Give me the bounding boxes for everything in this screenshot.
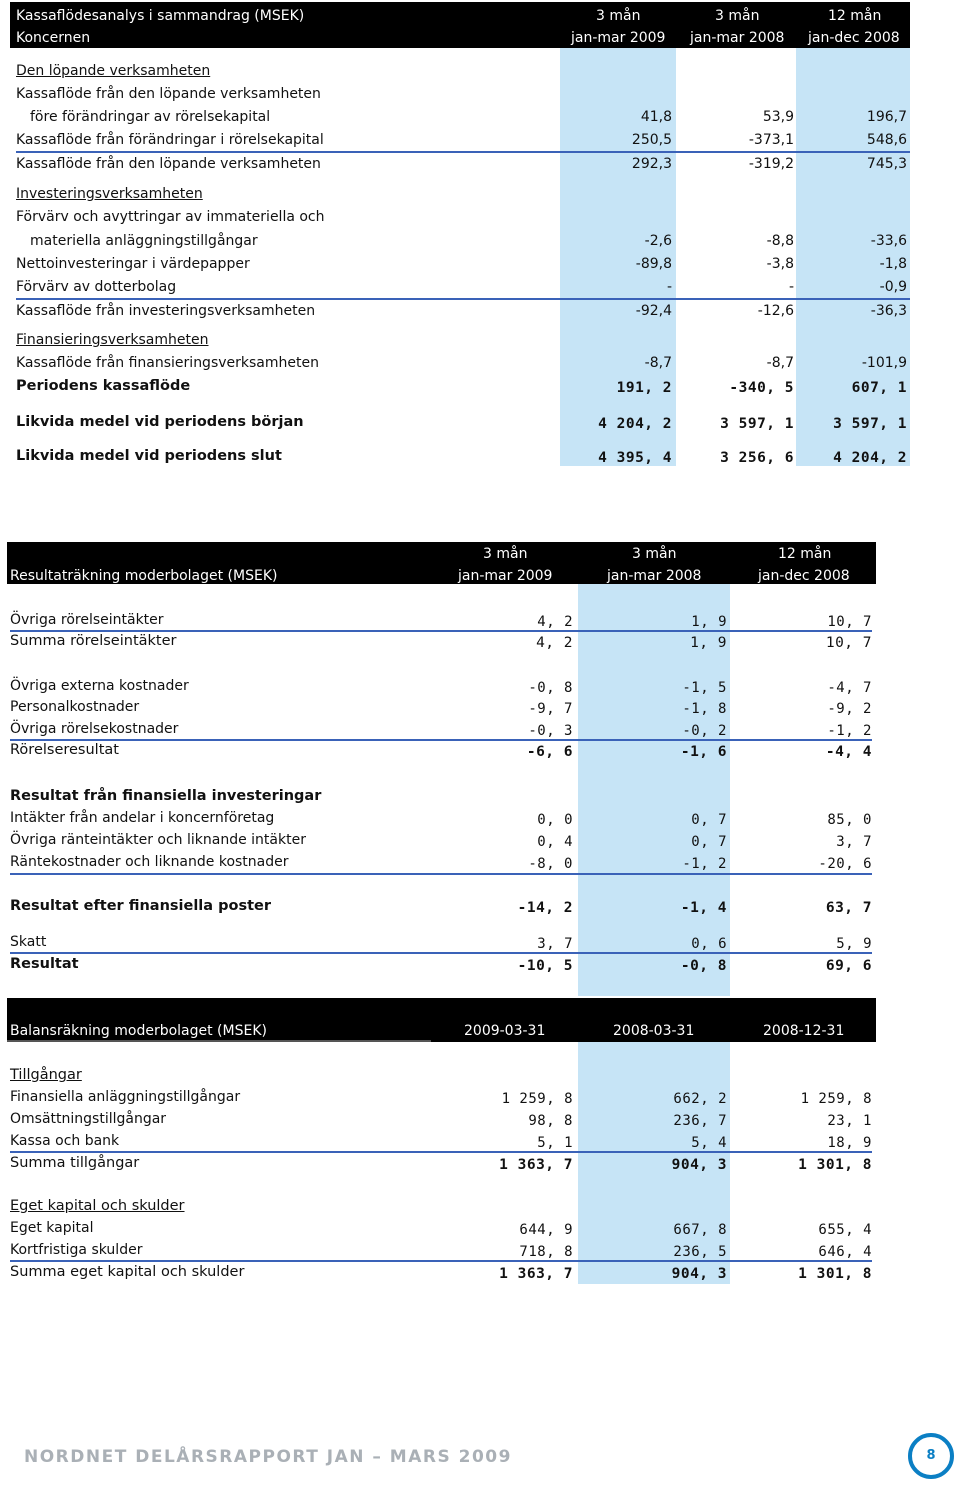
cashflow-subtitle: Koncernen <box>16 30 91 46</box>
income-row <box>10 896 872 916</box>
value-col-3: -4, 7 <box>827 680 872 696</box>
value-col-3: -33,6 <box>870 233 907 249</box>
income-row <box>10 610 872 630</box>
value-col-1: 1 259, 8 <box>501 1091 573 1107</box>
balance-row <box>10 1131 872 1151</box>
cashflow-col2-range: jan-mar 2008 <box>690 30 785 46</box>
row-label: Övriga rörelsekostnader <box>10 721 179 737</box>
value-col-1: 191, 2 <box>616 380 672 396</box>
balance-row <box>10 1240 872 1260</box>
row-label: Kassa och bank <box>10 1133 120 1149</box>
income-row <box>10 740 872 760</box>
row-label: Resultat efter finansiella poster <box>10 898 271 914</box>
value-col-2: -0, 2 <box>682 723 727 739</box>
value-col-3: 607, 1 <box>851 380 907 396</box>
value-col-3: 1 301, 8 <box>798 1157 872 1173</box>
value-col-2: 5, 4 <box>691 1135 727 1151</box>
row-label: Övriga externa kostnader <box>10 678 189 694</box>
value-col-1: - <box>666 279 672 295</box>
income-col1-period: 3 mån <box>483 546 528 562</box>
row-label: Kassaflöde från förändringar i rörelsekapital <box>16 132 324 148</box>
balance-col3-date: 2008-12-31 <box>763 1023 845 1039</box>
income-divider <box>10 873 872 875</box>
row-label: Summa eget kapital och skulder <box>10 1264 245 1280</box>
cashflow-col1-period: 3 mån <box>596 8 641 24</box>
balance-row <box>10 1065 872 1085</box>
row-label: Periodens kassaflöde <box>16 378 191 394</box>
value-col-2: -0, 8 <box>680 958 727 974</box>
value-col-3: 69, 6 <box>825 958 872 974</box>
value-col-3: 23, 1 <box>827 1113 872 1129</box>
value-col-3: -20, 6 <box>818 856 872 872</box>
value-col-1: -0, 3 <box>528 723 573 739</box>
value-col-2: -340, 5 <box>729 380 794 396</box>
balance-title: Balansräkning moderbolaget (MSEK) <box>10 1023 267 1039</box>
row-label: Investeringsverksamheten <box>16 186 203 202</box>
value-col-2: 0, 7 <box>691 812 727 828</box>
value-col-1: -8, 0 <box>528 856 573 872</box>
value-col-2: -319,2 <box>748 156 794 172</box>
value-col-2: 53,9 <box>762 109 794 125</box>
value-col-1: 0, 0 <box>537 812 573 828</box>
value-col-2: 236, 7 <box>673 1113 727 1129</box>
value-col-1: 250,5 <box>631 132 672 148</box>
row-label: Förvärv och avyttringar av immateriella och <box>16 209 325 225</box>
income-row <box>10 830 872 850</box>
row-label: Omsättningstillgångar <box>10 1111 167 1127</box>
row-label: Eget kapital <box>10 1220 94 1236</box>
value-col-3: 1 259, 8 <box>800 1091 872 1107</box>
value-col-2: 3 597, 1 <box>720 416 794 432</box>
income-row <box>10 852 872 872</box>
cashflow-row <box>16 130 910 150</box>
row-label: Kassaflöde från investeringsverksamheten <box>16 303 316 319</box>
row-label: Förvärv av dotterbolag <box>16 279 177 295</box>
cashflow-row <box>16 231 910 251</box>
cashflow-row <box>16 376 910 396</box>
row-label: före förändringar av rörelsekapital <box>30 109 271 125</box>
balance-header-underline <box>7 1040 431 1042</box>
row-label: Rörelseresultat <box>10 742 119 758</box>
value-col-2: 0, 6 <box>691 936 727 952</box>
value-col-2: -1, 8 <box>682 701 727 717</box>
income-col1-range: jan-mar 2009 <box>458 568 553 584</box>
value-col-2: 662, 2 <box>673 1091 727 1107</box>
value-col-1: 1 363, 7 <box>499 1266 573 1282</box>
value-col-2: -8,8 <box>766 233 794 249</box>
value-col-1: 292,3 <box>631 156 672 172</box>
cashflow-row <box>16 154 910 174</box>
row-label: Resultat <box>10 956 79 972</box>
value-col-1: 41,8 <box>640 109 672 125</box>
row-label: Nettoinvesteringar i värdepapper <box>16 256 250 272</box>
value-col-3: 3, 7 <box>836 834 872 850</box>
value-col-3: 10, 7 <box>827 614 872 630</box>
value-col-3: 646, 4 <box>818 1244 872 1260</box>
cashflow-row <box>16 107 910 127</box>
row-label: Likvida medel vid periodens början <box>16 414 304 430</box>
value-col-1: 1 363, 7 <box>499 1157 573 1173</box>
cashflow-row <box>16 254 910 274</box>
income-row <box>10 676 872 696</box>
cashflow-row <box>16 412 910 432</box>
row-label: Tillgångar <box>10 1067 82 1083</box>
row-label: Eget kapital och skulder <box>10 1198 185 1214</box>
income-col2-period: 3 mån <box>632 546 677 562</box>
income-row <box>10 786 872 806</box>
row-label: Övriga rörelseintäkter <box>10 612 164 628</box>
row-label: Summa tillgångar <box>10 1155 140 1171</box>
value-col-2: 0, 7 <box>691 834 727 850</box>
value-col-1: -10, 5 <box>517 958 573 974</box>
value-col-1: 4 395, 4 <box>598 450 672 466</box>
value-col-3: 10, 7 <box>825 635 872 651</box>
value-col-1: -9, 7 <box>528 701 573 717</box>
page-number-badge: 8 <box>908 1433 954 1479</box>
balance-row <box>10 1087 872 1107</box>
row-label: Kassaflöde från den löpande verksamheten <box>16 86 321 102</box>
row-label: Den löpande verksamheten <box>16 63 211 79</box>
value-col-3: 548,6 <box>866 132 907 148</box>
value-col-1: -8,7 <box>644 355 672 371</box>
row-label: Räntekostnader och liknande kostnader <box>10 854 289 870</box>
value-col-3: -101,9 <box>861 355 907 371</box>
income-row <box>10 719 872 739</box>
cashflow-row <box>16 84 910 104</box>
value-col-2: -1, 5 <box>682 680 727 696</box>
balance-row <box>10 1196 872 1216</box>
income-col2-range: jan-mar 2008 <box>607 568 702 584</box>
value-col-1: -0, 8 <box>528 680 573 696</box>
value-col-2: -1, 4 <box>680 900 727 916</box>
value-col-3: -4, 4 <box>825 744 872 760</box>
value-col-1: -14, 2 <box>517 900 573 916</box>
value-col-3: 85, 0 <box>827 812 872 828</box>
row-label: Likvida medel vid periodens slut <box>16 448 282 464</box>
value-col-3: 3 597, 1 <box>833 416 907 432</box>
cashflow-row <box>16 446 910 466</box>
value-col-1: 718, 8 <box>519 1244 573 1260</box>
row-label: materiella anläggningstillgångar <box>30 233 258 249</box>
value-col-3: 4 204, 2 <box>833 450 907 466</box>
cashflow-col2-period: 3 mån <box>715 8 760 24</box>
value-col-1: 4, 2 <box>537 614 573 630</box>
value-col-1: 0, 4 <box>537 834 573 850</box>
cashflow-title: Kassaflödesanalys i sammandrag (MSEK) <box>16 8 305 24</box>
value-col-3: -0,9 <box>879 279 907 295</box>
value-col-3: 5, 9 <box>836 936 872 952</box>
row-label: Skatt <box>10 934 47 950</box>
balance-header <box>7 998 876 1042</box>
balance-row <box>10 1262 872 1282</box>
row-label: Intäkter från andelar i koncernföretag <box>10 810 275 826</box>
value-col-1: 98, 8 <box>528 1113 573 1129</box>
row-label: Resultat från finansiella investeringar <box>10 788 322 804</box>
report-footer: NORDNET DELÅRSRAPPORT JAN – MARS 2009 <box>24 1447 512 1467</box>
value-col-2: 904, 3 <box>671 1157 727 1173</box>
cashflow-divider <box>16 151 910 153</box>
income-header <box>7 542 876 584</box>
value-col-2: 904, 3 <box>671 1266 727 1282</box>
value-col-2: -3,8 <box>766 256 794 272</box>
income-row <box>10 631 872 651</box>
income-row <box>10 954 872 974</box>
value-col-1: -6, 6 <box>526 744 573 760</box>
value-col-3: -1, 2 <box>827 723 872 739</box>
value-col-3: -36,3 <box>870 303 907 319</box>
value-col-3: 655, 4 <box>818 1222 872 1238</box>
value-col-2: 667, 8 <box>673 1222 727 1238</box>
balance-col2-date: 2008-03-31 <box>613 1023 695 1039</box>
balance-row <box>10 1153 872 1173</box>
value-col-1: -89,8 <box>635 256 672 272</box>
income-title: Resultaträkning moderbolaget (MSEK) <box>10 568 278 584</box>
row-label: Kortfristiga skulder <box>10 1242 143 1258</box>
income-col3-range: jan-dec 2008 <box>758 568 850 584</box>
cashflow-row <box>16 184 910 204</box>
balance-row <box>10 1109 872 1129</box>
value-col-3: 745,3 <box>866 156 907 172</box>
row-label: Övriga ränteintäkter och liknande intäkter <box>10 832 306 848</box>
value-col-2: -12,6 <box>757 303 794 319</box>
income-row <box>10 808 872 828</box>
value-col-2: -1, 2 <box>682 856 727 872</box>
row-label: Kassaflöde från den löpande verksamheten <box>16 156 321 172</box>
value-col-1: -2,6 <box>644 233 672 249</box>
balance-col1-date: 2009-03-31 <box>464 1023 546 1039</box>
value-col-1: 5, 1 <box>537 1135 573 1151</box>
cashflow-header <box>10 2 910 48</box>
value-col-3: 1 301, 8 <box>798 1266 872 1282</box>
cashflow-row <box>16 301 910 321</box>
value-col-1: 4 204, 2 <box>598 416 672 432</box>
cashflow-col3-range: jan-dec 2008 <box>808 30 900 46</box>
cashflow-divider <box>16 298 910 300</box>
value-col-2: - <box>788 279 794 295</box>
value-col-2: -1, 6 <box>680 744 727 760</box>
value-col-3: 196,7 <box>866 109 907 125</box>
cashflow-row <box>16 353 910 373</box>
row-label: Kassaflöde från finansieringsverksamheten <box>16 355 319 371</box>
value-col-3: 18, 9 <box>827 1135 872 1151</box>
income-col3-period: 12 mån <box>778 546 832 562</box>
row-label: Personalkostnader <box>10 699 140 715</box>
value-col-2: 1, 9 <box>690 635 727 651</box>
value-col-3: -1,8 <box>879 256 907 272</box>
value-col-1: -92,4 <box>635 303 672 319</box>
value-col-2: 3 256, 6 <box>720 450 794 466</box>
row-label: Finansiella anläggningstillgångar <box>10 1089 241 1105</box>
income-row <box>10 697 872 717</box>
value-col-1: 3, 7 <box>537 936 573 952</box>
cashflow-col3-period: 12 mån <box>828 8 882 24</box>
income-row <box>10 932 872 952</box>
cashflow-row <box>16 330 910 350</box>
balance-row <box>10 1218 872 1238</box>
value-col-2: 1, 9 <box>691 614 727 630</box>
cashflow-row <box>16 277 910 297</box>
value-col-2: 236, 5 <box>673 1244 727 1260</box>
value-col-2: -8,7 <box>766 355 794 371</box>
row-label: Summa rörelseintäkter <box>10 633 177 649</box>
cashflow-row <box>16 61 910 81</box>
cashflow-col1-range: jan-mar 2009 <box>571 30 666 46</box>
value-col-3: -9, 2 <box>827 701 872 717</box>
value-col-1: 4, 2 <box>536 635 573 651</box>
value-col-1: 644, 9 <box>519 1222 573 1238</box>
value-col-3: 63, 7 <box>825 900 872 916</box>
value-col-2: -373,1 <box>748 132 794 148</box>
cashflow-row <box>16 207 910 227</box>
row-label: Finansieringsverksamheten <box>16 332 209 348</box>
